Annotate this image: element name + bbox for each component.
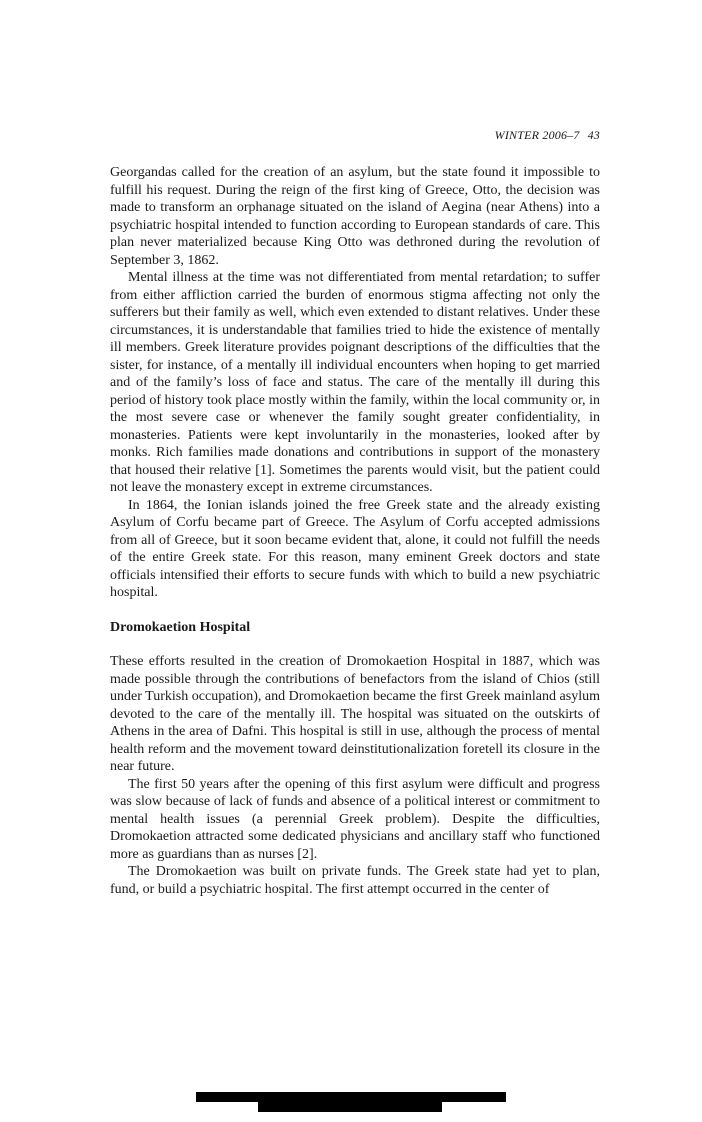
running-header [495,128,600,143]
paragraph-3: In 1864, the Ionian islands joined the free Greek state and the already existing Asylum of Corfu became part of Greece. The Asylum of Corfu accepted admissions from all of Greece, but it soon became evident that, alone, it could not fulfill the needs of the entire Greek state. For this reason, many eminent Greek doctors and state officials intensified their efforts to secure funds with which to build a new psychiatric hospital. [110,497,600,600]
paragraph-5: The first 50 years after the opening of this first asylum were difficult and progress was slow because of lack of funds and absence of a political interest or commitment to mental health issues (a perennial Greek problem). Despite the difficulties, Dromokaetion attracted some dedicated physicians and ancillary staff who functioned more as guardians than as nurses [2]. [110,776,600,862]
article-body [110,164,600,898]
paragraph-6: The Dromokaetion was built on private funds. The Greek state had yet to plan, fund, or build a psychiatric hospital. The first attempt occurred in the center of [110,864,600,897]
paragraph-4: These efforts resulted in the creation of Dromokaetion Hospital in 1887, which was made possible through the contributions of benefactors from the island of Chios (still under Turkish occupation), and Dromokaetion became the first Greek mainland asylum devoted to the care of the mentally ill. The hospital was situated on the outskirts of Athens in the area of Dafni. This hospital is still in use, although the process of mental health reform and the movement toward deinstitutionalization foretell its closure in the near future. [110,654,600,774]
paragraph-1: Georgandas called for the creation of an asylum, but the state found it impossible to fulfill his request. During the reign of the first king of Greece, Otto, the decision was made to transform an orphanage situated on the island of Aegina (near Athens) into a psychiatric hospital intended to function according to European standards of care. This plan never materialized because King Otto was dethroned during the revolution of September 3, 1862. [110,165,600,268]
running-title: WINTER 2006–7 [494,128,580,142]
section-heading: Dromokaetion Hospital [110,619,251,635]
page-number: 43 [587,128,600,142]
paragraph-2: Mental illness at the time was not differentiated from mental retardation; to suffer from either affliction carried the burden of enormous stigma affecting not only the sufferers but their family as well, which even extended to distant relatives. Under these circumstances, it is understandable that families tried to hide the existence of mentally ill members. Greek literature provides poignant descriptions of the difficulties that the sister, for instance, of a mentally ill individual encounters when hoping to get married and of the family’s loss of face and status. The care of the mentally ill during this period of history took place mostly within the family, within the local community or, in the most severe case or whenever the family sought greater confidentiality, in monasteries. Patients were kept involuntarily in the monasteries, looked after by monks. Rich families made donations and contributions in support of the monastery that housed their relative [1]. Sometimes the parents would visit, but the patient could not leave the monastery except in extreme circumstances. [110,270,600,495]
scan-redaction-bar-lower [258,1100,442,1112]
